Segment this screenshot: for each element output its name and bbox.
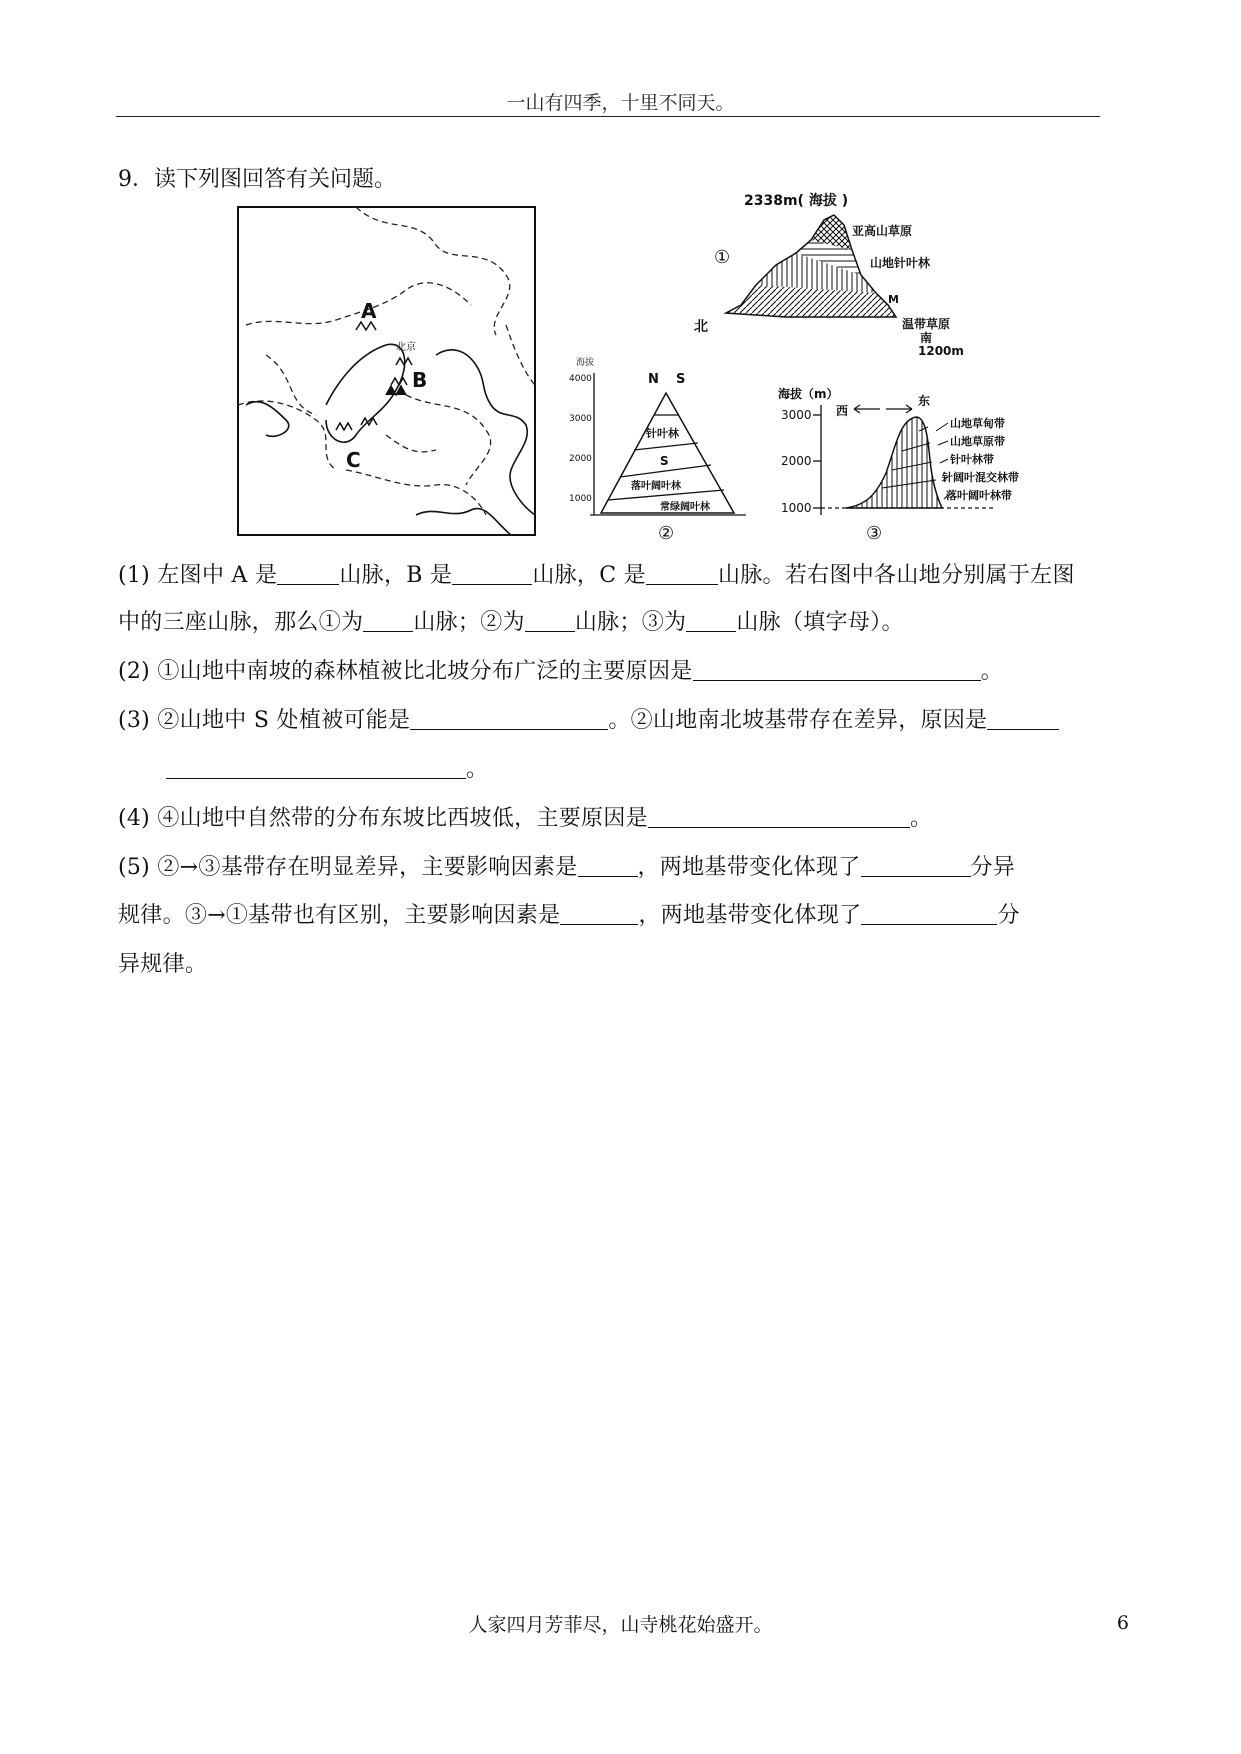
mountain-1-zone-2: 山地针叶林 bbox=[870, 256, 931, 270]
map-label-b: B bbox=[412, 368, 428, 392]
answer-blank[interactable] bbox=[861, 902, 997, 925]
mountain-2-zone: 常绿阔叶林 bbox=[660, 502, 710, 513]
mountain-3-zone: 落叶阔叶林带 bbox=[946, 489, 1012, 502]
part-1-line-2: 中的三座山脉，那么①为 山脉；②为 山脉；③为 山脉（填字母）。 bbox=[118, 610, 904, 635]
mountain-1-number: ① bbox=[714, 247, 731, 268]
mountain-1-profile bbox=[694, 192, 964, 358]
header-rule bbox=[116, 116, 1100, 117]
answer-blank[interactable] bbox=[646, 562, 718, 585]
mountain-3-profile bbox=[778, 386, 1019, 544]
mountain-2-zone: 落叶阔叶林 bbox=[631, 481, 681, 492]
answer-blank[interactable] bbox=[987, 707, 1059, 730]
mountain-3-zone: 山地草原带 bbox=[950, 435, 1005, 448]
question-figure bbox=[236, 193, 1082, 545]
answer-blank[interactable] bbox=[648, 805, 910, 828]
mountain-3-axis-title: 海拔（m） bbox=[778, 387, 839, 401]
part-3-line-2: 。 bbox=[166, 752, 488, 783]
mountain-2-tick: 3000 bbox=[569, 414, 592, 424]
mountain-2-profile bbox=[569, 356, 746, 544]
mountain-3-west: 西 bbox=[836, 404, 849, 418]
part-4-line: (4) ④山地中自然带的分布东坡比西坡低，主要原因是 。 bbox=[118, 806, 933, 831]
mountain-2-tick: 1000 bbox=[569, 494, 592, 504]
answer-blank[interactable] bbox=[525, 609, 575, 632]
mountain-3-zone: 针阔叶混交林带 bbox=[942, 471, 1019, 484]
map-label-a: A bbox=[361, 299, 377, 323]
mountain-3-zone: 针叶林带 bbox=[950, 453, 994, 466]
page-header: 一山有四季，十里不同天。 bbox=[506, 92, 735, 114]
mountain-1-m-label: M bbox=[888, 293, 899, 306]
answer-blank[interactable] bbox=[693, 658, 981, 681]
mountain-1-south: 南 bbox=[920, 331, 933, 345]
question-title: 9．读下列图回答有关问题。 bbox=[118, 167, 396, 192]
mountain-1-north: 北 bbox=[694, 319, 708, 335]
mountain-3-number: ③ bbox=[866, 523, 883, 544]
mountain-2-zone: 针叶林 bbox=[646, 427, 679, 440]
answer-blank[interactable] bbox=[686, 609, 736, 632]
mountain-2-n: N bbox=[648, 372, 659, 387]
answer-blank[interactable] bbox=[861, 854, 971, 877]
answer-blank[interactable] bbox=[560, 902, 638, 925]
mountain-1-zone-1: 亚高山草原 bbox=[852, 224, 913, 238]
mountain-2-tick: 2000 bbox=[569, 454, 592, 464]
part-5-line-3: 异规律。 bbox=[118, 952, 208, 977]
mountain-2-axis-title: 海拔 bbox=[576, 358, 595, 368]
part-3-line-1: (3) ②山地中 S 处植被可能是 。②山地南北坡基带存在差异，原因是 bbox=[118, 703, 1059, 734]
china-north-map bbox=[238, 207, 535, 535]
mountain-1-south-zone: 温带草原 bbox=[902, 317, 951, 331]
answer-blank[interactable] bbox=[277, 562, 339, 585]
mountain-3-tick: 2000 bbox=[781, 454, 812, 468]
answer-blank[interactable] bbox=[363, 609, 413, 632]
answer-blank[interactable] bbox=[578, 854, 638, 877]
part-5-line-2: 规律。③→①基带也有区别，主要影响因素是 ，两地基带变化体现了 分 bbox=[118, 903, 1020, 928]
mountain-3-tick: 1000 bbox=[781, 501, 812, 515]
mountain-2-s: S bbox=[676, 372, 686, 387]
answer-blank[interactable] bbox=[452, 562, 532, 585]
map-label-beijing: 北京 bbox=[396, 342, 416, 353]
page-number: 6 bbox=[1116, 1612, 1129, 1634]
part-5-line-1: (5) ②→③基带存在明显差异，主要影响因素是 ，两地基带变化体现了 分异 bbox=[118, 855, 1016, 880]
part-2-line: (2) ①山地中南坡的森林植被比北坡分布广泛的主要原因是 。 bbox=[118, 659, 1003, 684]
mountain-3-tick: 3000 bbox=[781, 408, 812, 422]
answer-blank[interactable] bbox=[410, 707, 608, 730]
mountain-2-tick: 4000 bbox=[569, 374, 592, 384]
answer-blank[interactable] bbox=[166, 756, 466, 779]
mountain-2-zone: S bbox=[660, 454, 669, 468]
mountain-1-bottom: 1200m bbox=[918, 344, 964, 358]
part-1-line-1: (1) 左图中 A 是 山脉，B 是 山脉，C 是 山脉。若右图中各山地分别属于左图 bbox=[118, 563, 1075, 588]
mountain-3-east: 东 bbox=[918, 394, 931, 408]
mountain-2-number: ② bbox=[658, 523, 675, 544]
map-label-c: C bbox=[346, 448, 361, 472]
mountain-1-top-label: 2338m( 海拔 ) bbox=[744, 193, 849, 209]
mountain-3-zone: 山地草甸带 bbox=[950, 417, 1005, 430]
page-footer: 人家四月芳菲尽，山寺桃花始盛开。 bbox=[468, 1614, 773, 1636]
